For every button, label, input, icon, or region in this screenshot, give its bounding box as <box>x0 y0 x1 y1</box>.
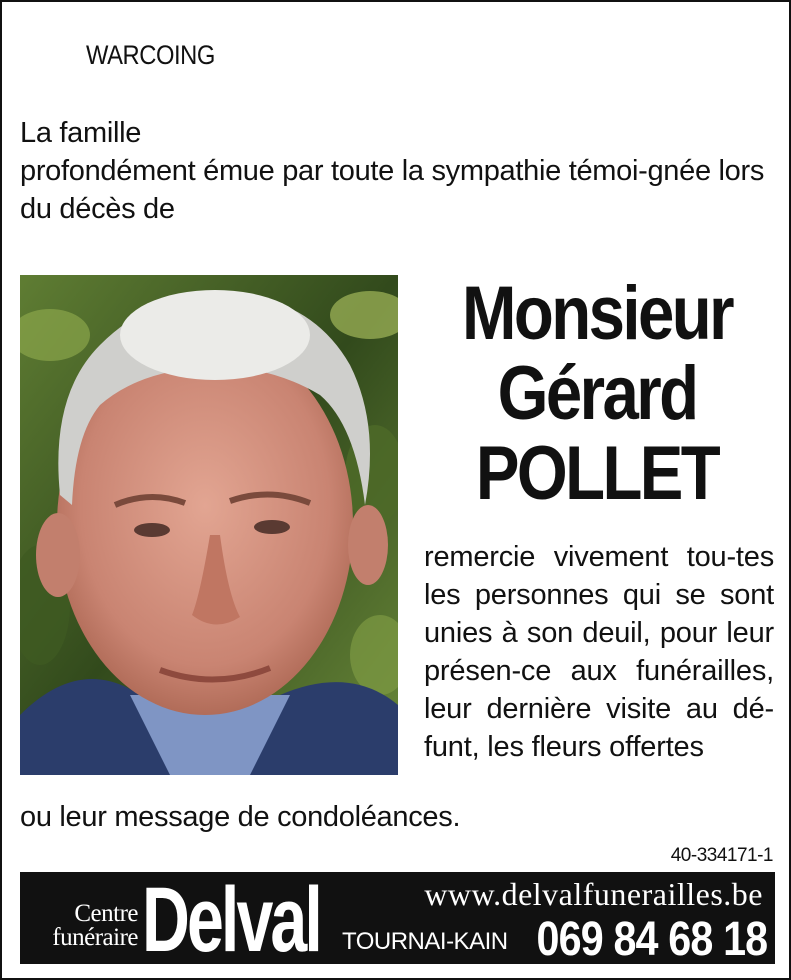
intro-line-sympathy: profondément émue par toute la sympathie témoi-gnée lors du décès de <box>20 155 765 225</box>
portrait-photo <box>20 275 398 775</box>
funeral-home-logo: Delval <box>142 869 320 971</box>
reference-number: 40-334171-1 <box>670 845 773 866</box>
town-name: WARCOING <box>86 40 215 70</box>
funeral-home-banner <box>20 869 775 971</box>
intro-text <box>20 114 780 228</box>
name-title: Monsieur <box>462 271 732 356</box>
funeral-home-phone[interactable]: 069 84 68 18 <box>536 913 767 966</box>
funeral-home-label: Centre funéraire <box>52 900 138 951</box>
name-last: POLLET <box>475 431 719 516</box>
intro-line-family: La famille <box>20 117 142 149</box>
thanks-message-end: ou leur message de condoléances. <box>20 801 461 833</box>
deceased-name <box>404 271 790 516</box>
funeral-home-location: TOURNAI-KAIN <box>342 928 508 955</box>
funeral-home-website[interactable]: www.delvalfunerailles.be <box>424 876 763 912</box>
thanks-message: remercie vivement tou-tes les personnes qui se sont unies à son deuil, pour leur présen-ce aux funérailles, leur dernière visite au dé-funt, les fleurs offertes <box>424 541 774 763</box>
name-first: Gérard <box>497 351 697 436</box>
